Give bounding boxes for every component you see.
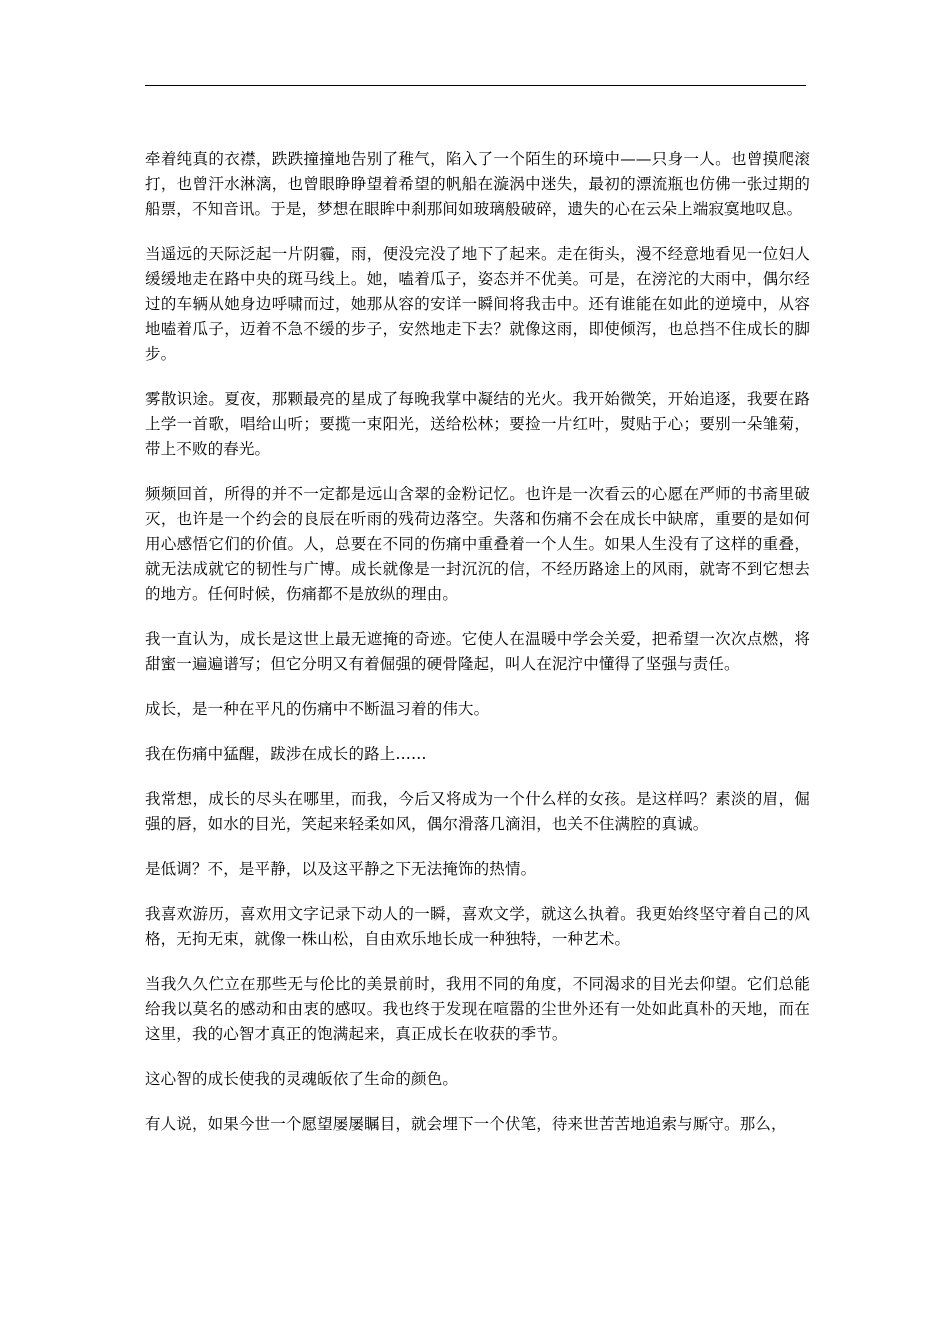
paragraph-4: 频频回首，所得的并不一定都是远山含翠的金粉记忆。也许是一次看云的心愿在严师的书斋里破灭，也许是一个约会的良辰在听雨的残荷边落空。失落和伤痛不会在成长中缺席，重要的是如何用心感悟它们的价值。人，总要在不同的伤痛中重叠着一个人生。如果人生没有了这样的重叠，就无法成就它的韧性与广博。成长就像是一封沉沉的信，不经历路途上的风雨，就寄不到它想去的地方。任何时候，伤痛都不是放纵的理由。	[145, 485, 810, 603]
paragraph-13: 有人说，如果今世一个愿望屡屡瞩目，就会埋下一个伏笔，待来世苦苦地追索与厮守。那么，	[145, 1115, 787, 1133]
paragraph-6: 成长，是一种在平凡的伤痛中不断温习着的伟大。	[145, 700, 490, 718]
paragraph-2: 当遥远的天际泛起一片阴霾，雨，便没完没了地下了起来。走在街头，漫不经意地看见一位妇人缓缓地走在路中央的斑马线上。她，嗑着瓜子，姿态并不优美。可是，在滂沱的大雨中，偶尔经过的车辆从她身边呼啸而过，她那从容的安详一瞬间将我击中。还有谁能在如此的逆境中，从容地嗑着瓜子，迈着不急不缓的步子，安然地走下去？就像这雨，即使倾泻，也总挡不住成长的脚步。	[145, 245, 810, 363]
paragraph-9: 是低调？不，是平静，以及这平静之下无法掩饰的热情。	[145, 860, 537, 878]
header-rule	[145, 85, 806, 86]
paragraph-12: 这心智的成长使我的灵魂皈依了生命的颜色。	[145, 1070, 459, 1088]
paragraph-7: 我在伤痛中猛醒，跋涉在成长的路上……	[145, 745, 427, 763]
paragraph-5: 我一直认为，成长是这世上最无遮掩的奇迹。它使人在温暖中学会关爱，把希望一次次点燃，将甜蜜一遍遍谱写；但它分明又有着倔强的硬骨隆起，叫人在泥泞中懂得了坚强与责任。	[145, 630, 810, 673]
paragraph-8: 我常想，成长的尽头在哪里，而我，今后又将成为一个什么样的女孩。是这样吗？素淡的眉，倔强的唇，如水的目光，笑起来轻柔如风，偶尔滑落几滴泪，也关不住满腔的真诚。	[145, 790, 810, 833]
paragraph-11: 当我久久伫立在那些无与伦比的美景前时，我用不同的角度，不同渴求的目光去仰望。它们总能给我以莫名的感动和由衷的感叹。我也终于发现在喧嚣的尘世外还有一处如此真朴的天地，而在这里，我的心智才真正的饱满起来，真正成长在收获的季节。	[145, 975, 810, 1043]
essay-body	[145, 147, 810, 1157]
paragraph-10: 我喜欢游历，喜欢用文字记录下动人的一瞬，喜欢文学，就这么执着。我更始终坚守着自己的风格，无拘无束，就像一株山松，自由欢乐地长成一种独特，一种艺术。	[145, 905, 810, 948]
paragraph-3: 雾散识途。夏夜，那颗最亮的星成了每晚我掌中凝结的光火。我开始微笑，开始追逐，我要在路上学一首歌，唱给山听；要揽一束阳光，送给松林；要捡一片红叶，熨贴于心；要别一朵雏菊，带上不败的春光。	[145, 390, 810, 458]
paragraph-1: 牵着纯真的衣襟，跌跌撞撞地告别了稚气，陷入了一个陌生的环境中——只身一人。也曾摸爬滚打，也曾汗水淋漓，也曾眼睁睁望着希望的帆船在漩涡中迷失，最初的漂流瓶也仿佛一张过期的船票，不知音讯。于是，梦想在眼眸中刹那间如玻璃般破碎，遗失的心在云朵上端寂寞地叹息。	[145, 150, 810, 218]
